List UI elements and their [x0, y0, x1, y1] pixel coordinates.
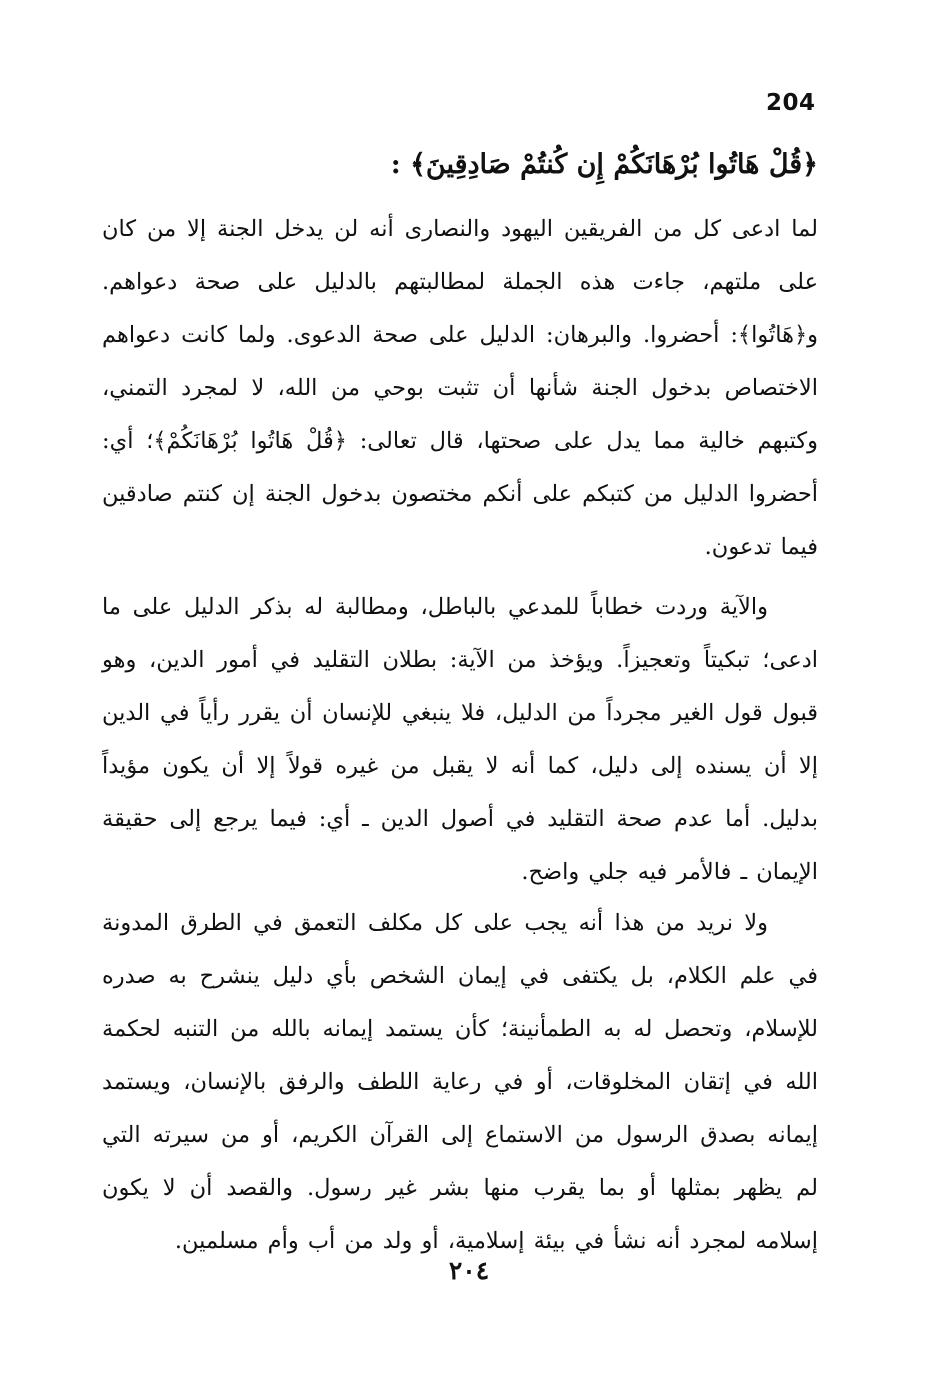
paragraph-3: ولا نريد من هذا أنه يجب على كل مكلف التعمق في الطرق المدونة في علم الكلام، بل يكتفى في إيمان الشخص بأي دليل ينشرح به صدره للإسلام، وتحصل له به الطمأنينة؛ كأن يستمد إيمانه بالله من التنبه لحكمة الله في إتقان المخلوقات، أو في رعاية اللطف والرفق بالإنسان، ويستمد إيمانه بصدق الرسول من الاستماع إلى القرآن الكريم، أو من سيرته التي لم يظهر بمثلها أو بما يقرب منها بشر غير رسول. والقصد أن لا يكون إسلامه لمجرد أنه نشأ في بيئة إسلامية، أو ولد من أب وأم مسلمين.: [102, 910, 818, 1254]
paragraph-2: والآية وردت خطاباً للمدعي بالباطل، ومطالبة له بذكر الدليل على ما ادعى؛ تبكيتاً وتعجيزاً. ويؤخذ من الآية: بطلان التقليد في أمور الدين، وهو قبول قول الغير مجرداً من الدليل، فلا ينبغي للإنسان أن يقرر رأياً في الدين إلا أن يسنده إلى دليل، كما أنه لا يقبل من غيره قولاً إلا أن يكون مؤيداً بدليل. أما عدم صحة التقليد في أصول الدين ـ أي: فيما يرجع إلى حقيقة الإيمان ـ فالأمر فيه جلي واضح.: [102, 594, 818, 885]
page-number-footer: ٢٠٤: [448, 1256, 490, 1285]
paragraph-1: لما ادعى كل من الفريقين اليهود والنصارى أنه لن يدخل الجنة إلا من كان على ملتهم، جاءت هذه الجملة لمطالبتهم بالدليل على صحة دعواهم. و﴿هَاتُوا﴾: أحضروا. والبرهان: الدليل على صحة الدعوى. ولما كانت دعواهم الاختصاص بدخول الجنة شأنها أن تثبت بوحي من الله، لا لمجرد التمني، وكتبهم خالية مما يدل على صحتها، قال تعالى: ﴿قُلْ هَاتُوا بُرْهَانَكُمْ﴾؛ أي: أحضروا الدليل من كتبكم على أنكم مختصون بدخول الجنة إن كنتم صادقين فيما تدعون.: [102, 216, 818, 560]
page-number-header: 204: [766, 90, 816, 116]
quran-verse-heading: ﴿قُلْ هَاتُوا بُرْهَانَكُمْ إِن كُنتُمْ صَادِقِينَ﴾ :: [390, 149, 818, 180]
commentary-body: [102, 203, 818, 1268]
